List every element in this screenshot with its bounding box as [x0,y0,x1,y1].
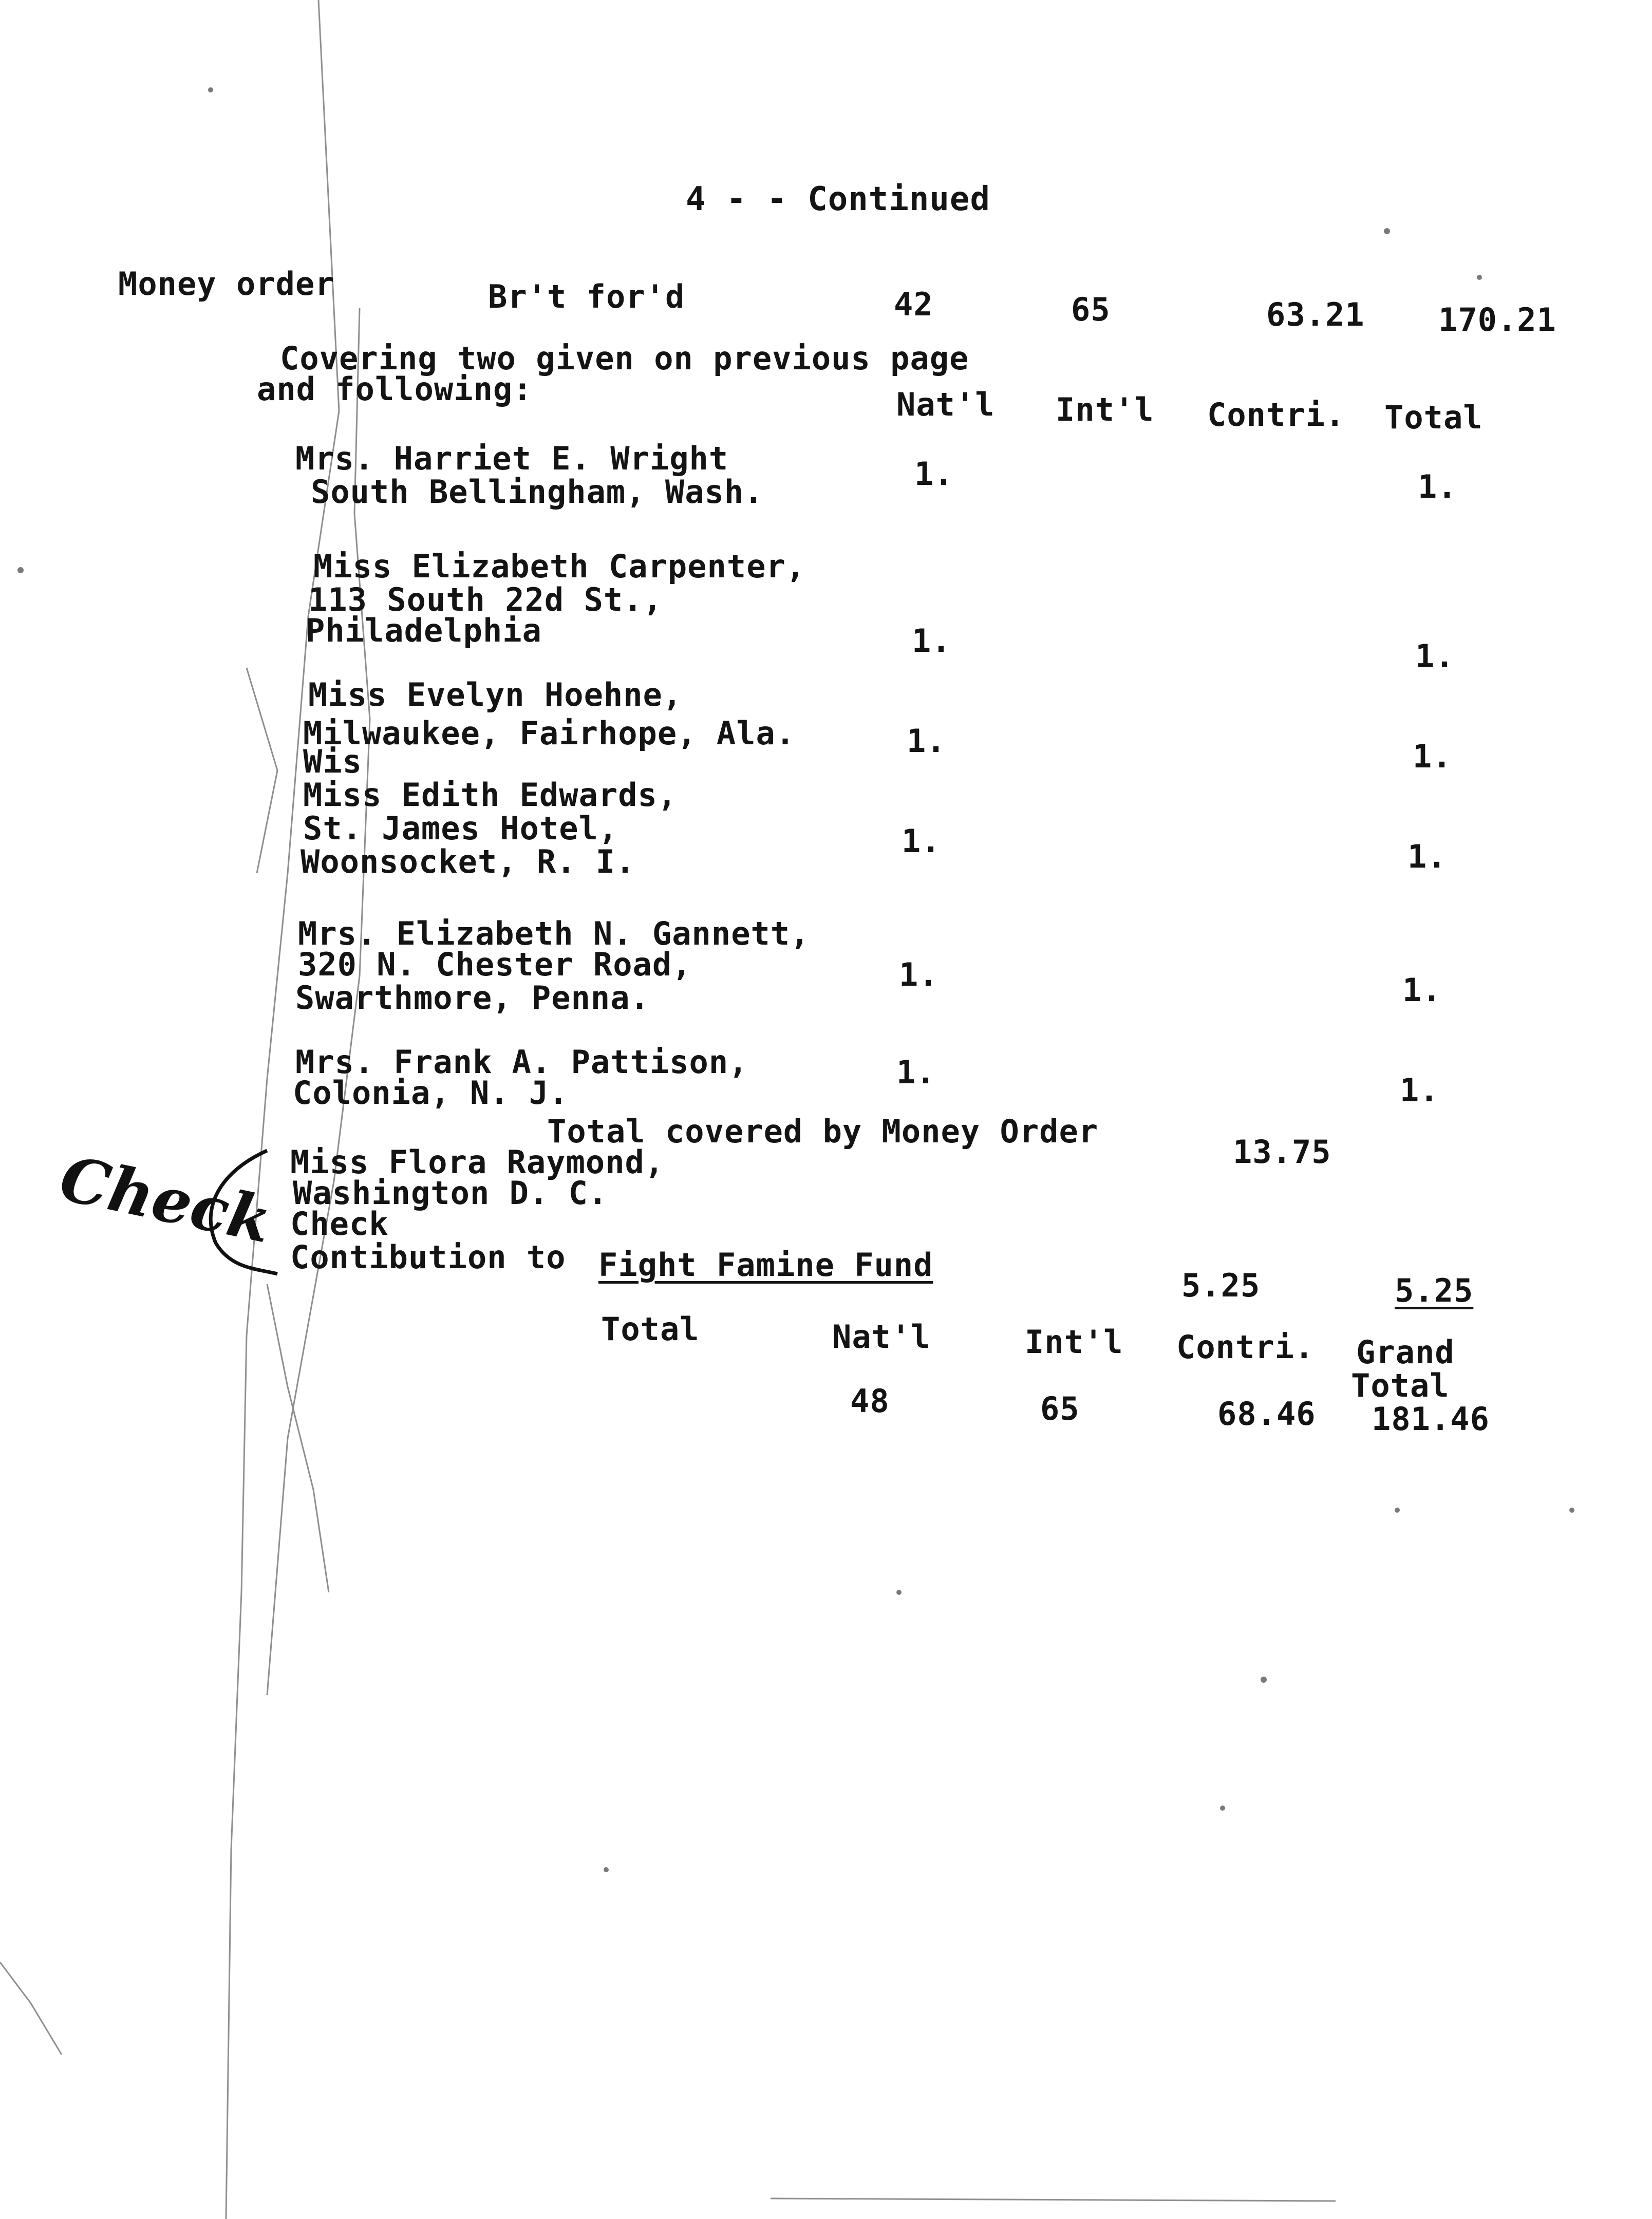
check-entry-total: 5.25 [1395,1272,1474,1309]
entry-5-line-2: 320 N. Chester Road, [298,946,692,983]
grand-total-label-1: Grand [1356,1333,1455,1371]
check-entry-fund-name: Fight Famine Fund [598,1246,933,1284]
totals-contri-label: Contri. [1176,1328,1315,1366]
money-order-label: Money order [118,265,335,303]
brought-forward-total: 170.21 [1438,301,1556,339]
entry-3-natl: 1. [907,722,946,760]
entry-5-line-3: Swarthmore, Penna. [295,979,650,1017]
intro-line-1: Covering two given on previous page [280,340,969,377]
entry-3-line-2: Milwaukee, Fairhope, Ala. [303,714,796,752]
brought-forward-desc: Br't for'd [488,278,685,315]
entry-1-line-2: South Bellingham, Wash. [311,473,764,511]
entry-2-line-2: 113 South 22d St., [308,581,663,618]
entry-2-line-1: Miss Elizabeth Carpenter, [313,548,806,585]
column-header-contri: Contri. [1207,396,1345,434]
handwritten-check-note: Check [53,1142,278,1257]
entry-2-natl: 1. [912,622,951,660]
entry-4-line-3: Woonsocket, R. I. [301,843,635,880]
column-header-total: Total [1384,399,1483,436]
entry-4-line-1: Miss Edith Edwards, [303,776,678,814]
check-entry-name: Miss Flora Raymond, [290,1143,665,1181]
entry-4-line-2: St. James Hotel, [303,810,618,847]
entry-6-line-2: Colonia, N. J. [293,1074,569,1112]
entry-5-natl: 1. [899,956,938,993]
entry-3-line-1: Miss Evelyn Hoehne, [308,676,683,713]
money-order-total-value: 13.75 [1233,1133,1331,1171]
totals-intl-value: 65 [1040,1390,1080,1427]
totals-intl-label: Int'l [1025,1323,1123,1361]
entry-1-natl: 1. [914,455,954,493]
totals-natl-value: 48 [850,1382,890,1420]
entry-6-line-1: Mrs. Frank A. Pattison, [295,1043,748,1081]
brought-forward-natl: 42 [894,286,933,323]
entry-6-natl: 1. [896,1054,936,1091]
entry-2-line-3: Philadelphia [306,612,542,649]
entry-1-line-1: Mrs. Harriet E. Wright [295,440,729,477]
column-header-natl: Nat'l [896,386,995,423]
column-header-intl: Int'l [1056,391,1154,428]
entry-1-total: 1. [1418,468,1457,505]
entry-3-total: 1. [1413,738,1452,775]
totals-contri-value: 68.46 [1217,1395,1316,1433]
entry-5-total: 1. [1402,971,1442,1009]
entry-5-line-1: Mrs. Elizabeth N. Gannett, [298,915,810,952]
brought-forward-intl: 65 [1071,291,1111,328]
check-entry-method: Check [290,1205,389,1243]
grand-total-value: 181.46 [1372,1400,1490,1438]
entry-3-line-3: Wis [303,743,362,780]
entry-4-natl: 1. [902,822,941,860]
intro-line-2: and following: [257,370,533,408]
entry-2-total: 1. [1415,637,1455,675]
entry-6-total: 1. [1400,1071,1439,1109]
brought-forward-contri: 63.21 [1266,296,1365,333]
grand-total-label-2: Total [1351,1367,1450,1404]
check-entry-city: Washington D. C. [293,1174,608,1212]
page-heading: 4 - - Continued [686,180,990,218]
check-entry-contri: 5.25 [1181,1267,1261,1304]
entry-4-total: 1. [1407,838,1447,875]
totals-natl-label: Nat'l [832,1318,931,1356]
check-entry-contribution-prefix: Contibution to [290,1238,566,1276]
money-order-total-label: Total covered by Money Order [547,1113,1099,1150]
totals-label: Total [601,1310,700,1348]
